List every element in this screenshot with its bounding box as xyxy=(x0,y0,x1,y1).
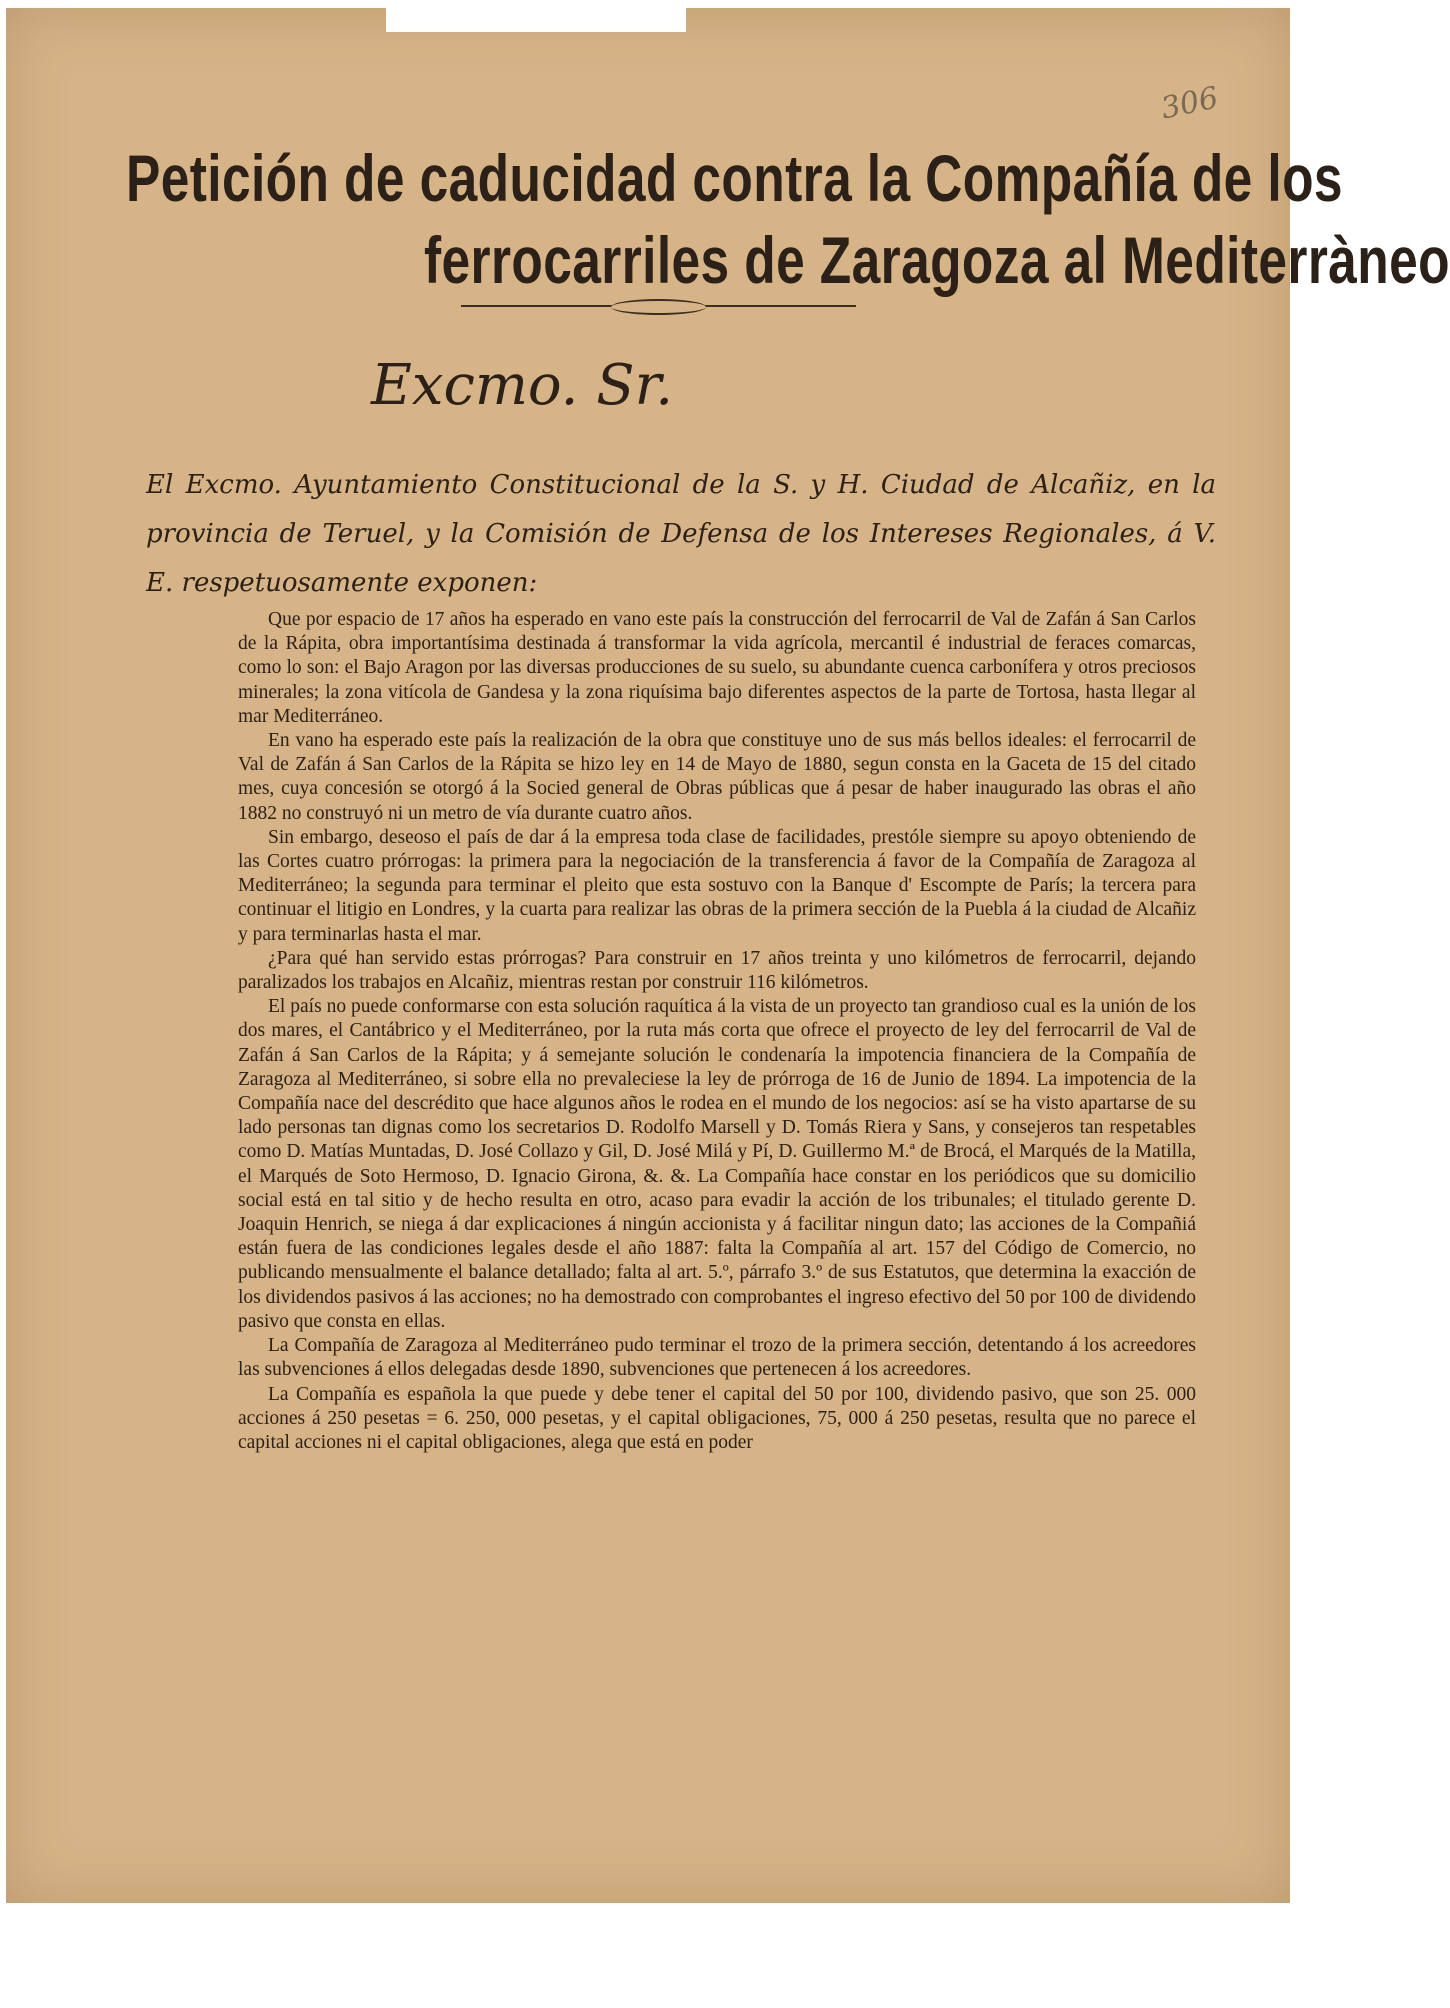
title-line-1: Petición de caducidad contra la Compañía de los xyxy=(126,141,1343,215)
paragraph: Sin embargo, deseoso el país de dar á la empresa toda clase de facilidades, prestóle siempre su apoyo obteniendo de las Cortes cuatro prórrogas: la primera para la negociación de la transferencia á favor de la Compañía de Zaragoza al Mediterráneo; la segunda para terminar el pleito que esta sostuvo con la Banque d' Escompte de París; la tercera para continuar el litigio en Londres, y la cuarta para realizar las obras de la primera sección de la Puebla á la ciudad de Alcañiz y para terminarlas hasta el mar. xyxy=(238,826,1196,945)
document-page xyxy=(6,8,1450,1903)
paragraph: Que por espacio de 17 años ha esperado en vano este país la construcción del ferrocarril de Val de Zafán á San Carlos de la Rápita, obra importantísima destinada á transformar la vida agrícola, mercantil é industrial de feraces comarcas, como lo son: el Bajo Aragon por las diversas producciones de su suelo, su abundante cuenca carbonífera y otros preciosos minerales; la zona vitícola de Gandesa y la zona riquísima bajo diferentes aspectos de la parte de Tortosa, hasta llegar al mar Mediterráneo. xyxy=(238,609,1196,727)
folio-number: 306 xyxy=(1157,80,1222,127)
paragraph: La Compañía de Zaragoza al Mediterráneo pudo terminar el trozo de la primera sección, detentando á los acreedores las subvenciones á ellos delegadas desde 1890, subvenciones que pertenecen á los acreedores. xyxy=(238,1335,1196,1381)
paragraph: En vano ha esperado este país la realización de la obra que constituye uno de sus más bellos ideales: el ferrocarril de Val de Zafán á San Carlos de la Rápita se hizo ley en 14 de Mayo de 1880, segun consta en la Gaceta de 15 del citado mes, cuya concesión se otorgó á la Socied general de Obras públicas que á pesar de haber inaugurado las obras el año 1882 no construyó ni un metro de vía durante cuatro años. xyxy=(238,730,1196,824)
body-text xyxy=(238,608,1196,1455)
rule-ornament xyxy=(611,299,706,315)
intro-paragraph: El Excmo. Ayuntamiento Constitucional de la S. y H. Ciudad de Alcañiz, en la provincia de Teruel, y la Comisión de Defensa de los Intereses Regionales, á V. E. respetuosamente exponen: xyxy=(146,470,1216,598)
ornamental-rule xyxy=(461,305,856,307)
paragraph: La Compañía es española la que puede y debe tener el capital del 50 por 100, dividendo pasivo, que son 25. 000 acciones á 250 pesetas = 6. 250, 000 pesetas, y el capital obligaciones, 75, 000 á 250 pesetas, resulta que no parece el capital acciones ni el capital obligaciones, alega que está en poder xyxy=(238,1383,1196,1453)
salutation: Excmo. Sr. xyxy=(371,353,674,418)
paragraph: ¿Para qué han servido estas prórrogas? Para construir en 17 años treinta y uno kilómetros de ferrocarril, dejando paralizados los trabajos en Alcañiz, mientras restan por construir 116 kilómetros. xyxy=(238,947,1196,994)
title-line-2: ferrocarriles de Zaragoza al Mediterràneo xyxy=(424,223,1450,297)
torn-edge xyxy=(386,8,686,32)
paragraph: El país no puede conformarse con esta solución raquítica á la vista de un proyecto tan grandioso cual es la unión de los dos mares, el Cantábrico y el Mediterráneo, por la ruta más corta que ofrece el proyecto de ley del ferrocarril de Val de Zafán á San Carlos de la Rápita; y á semejante solución le condenaría la impotencia financiera de la Compañía de Zaragoza al Mediterráneo, si sobre ella no prevaleciese la ley de prórroga de 16 de Junio de 1894. La impotencia de la Compañía nace del descrédito que hace algunos años le rodea en el mundo de los negocios: así se ha visto apartarse de su lado personas tan dignas como los secretarios D. Rodolfo Marsell y D. Tomás Riera y Sans, y consejeros tan respetables como D. Matías Muntadas, D. José Collazo y Gil, D. José Milá y Pí, D. Guillermo M.ª de Brocá, el Marqués de la Matilla, el Marqués de Soto Hermoso, D. Ignacio Girona, &. &. La Compañía hace constar en los periódicos que su domicilio social está en tal sitio y de hecho resulta en otro, acaso para evadir la acción de los tribunales; el titulado gerente D. Joaquin Henrich, se niega á dar explicaciones á ningún accionista y á facilitar ningun dato; las acciones de la Compañiá están fuera de las condiciones legales desde el año 1887: falta la Compañía al art. 157 del Código de Comercio, no publicando mensualmente el balance detallado; falta al art. 5.º, párrafo 3.º de sus Estatutos, que determina la exacción de los dividendos pasivos á las acciones; no ha demostrado con comprobantes el ingreso efectivo del 50 por 100 de dividendo pasivo que consta en ellas. xyxy=(238,996,1196,1332)
